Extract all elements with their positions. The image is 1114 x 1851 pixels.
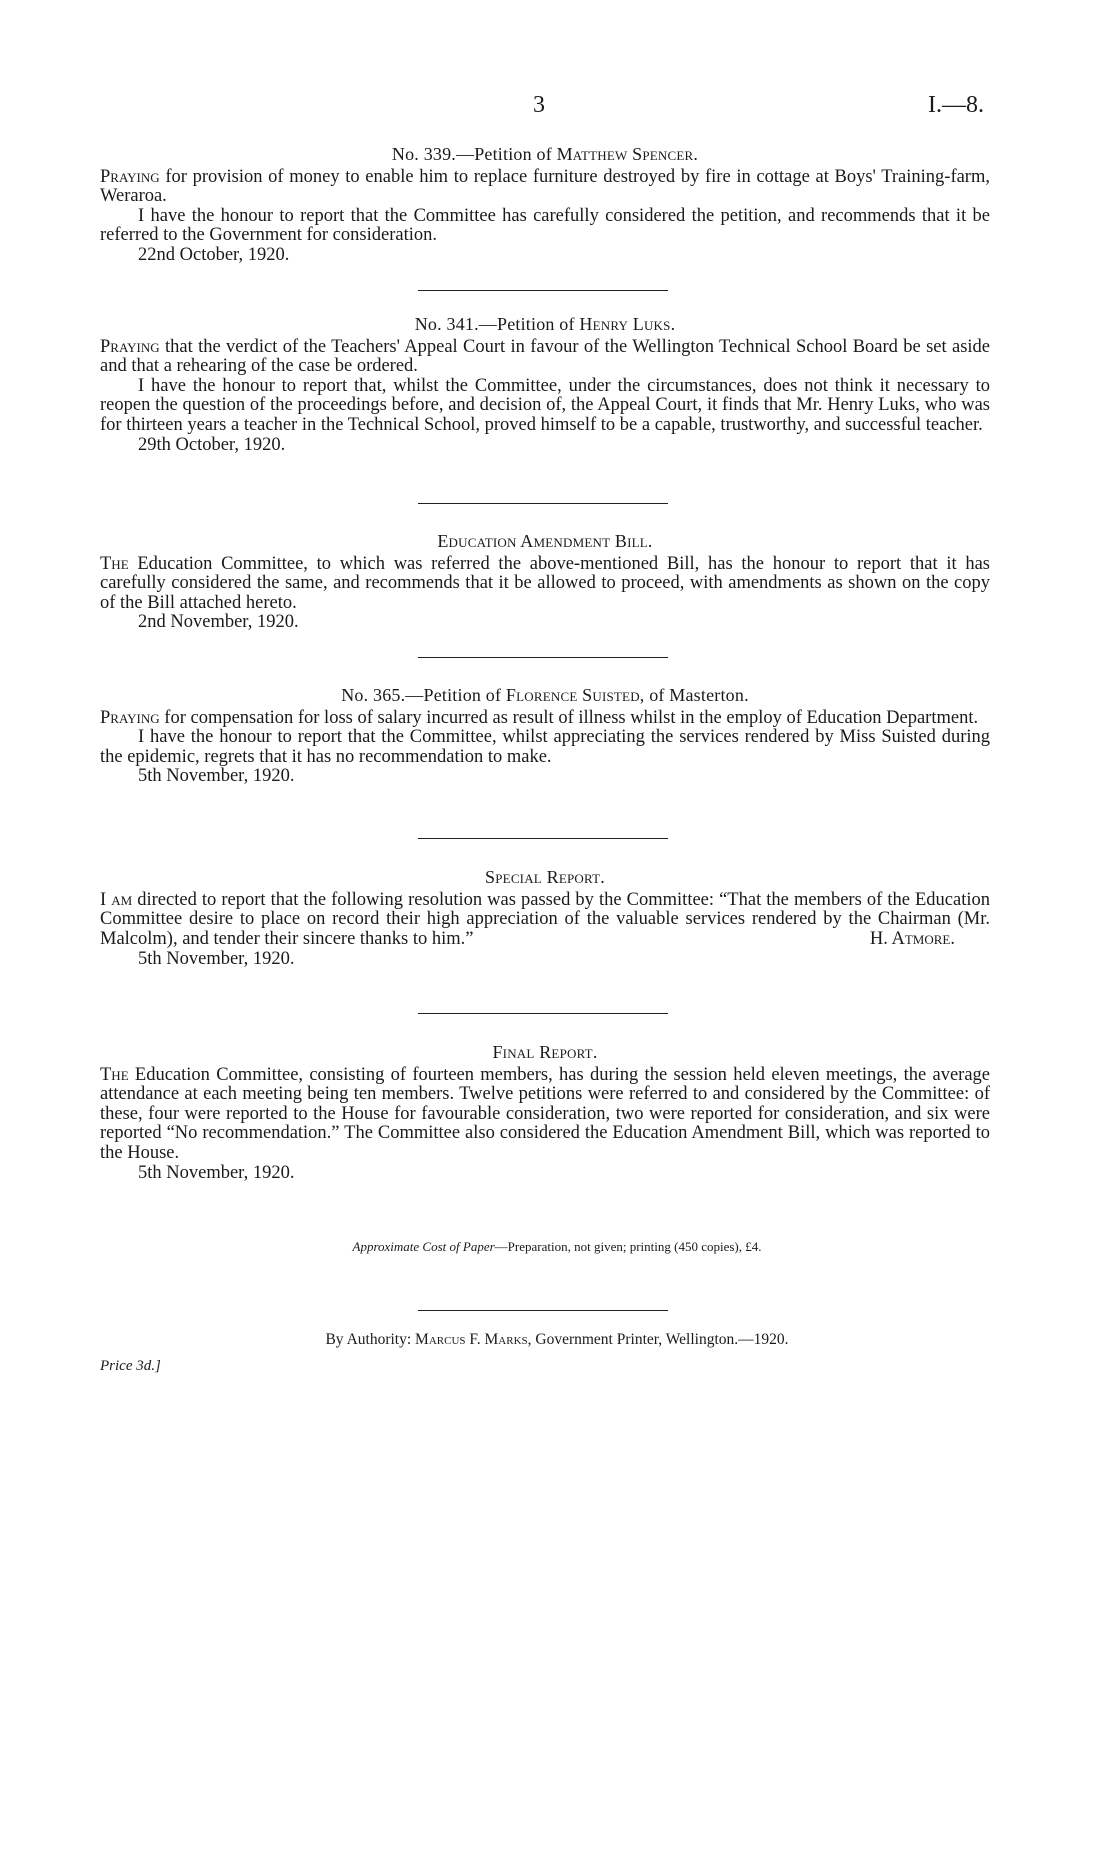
printer-authority: By Authority: Marcus F. Marks, Government Printer, Wellington.—1920. <box>325 1331 789 1348</box>
petition-341 <box>100 315 990 455</box>
section-heading: Final Report. <box>492 1042 598 1062</box>
paragraph: I have the honour to report that the Committee, whilst appreciating the services rendered by Miss Suisted during the epidemic, regrets that it has no recommendation to make. <box>100 727 990 767</box>
paragraph: The Education Committee, to which was referred the above-mentioned Bill, has the honour to report that it has carefully considered the same, and recommends that it be allowed to proceed, with amendments as shown on the copy of the Bill attached hereto. <box>100 553 990 613</box>
date: 5th November, 1920. <box>138 766 295 787</box>
special-report <box>100 868 990 970</box>
section-heading: Education Amendment Bill. <box>437 531 653 551</box>
final-report <box>100 1043 990 1183</box>
divider <box>418 838 668 839</box>
section-heading: No. 341.—Petition of Henry Luks. <box>414 314 676 334</box>
date: 29th October, 1920. <box>138 434 286 455</box>
section-heading: No. 365.—Petition of Florence Suisted, of Masterton. <box>341 685 749 705</box>
price: Price 3d.] <box>100 1358 161 1374</box>
document-code: I.—8. <box>928 92 984 118</box>
petition-365 <box>100 686 990 787</box>
paragraph: The Education Committee, consisting of fourteen members, has during the session held eleven meetings, the average attendance at each meeting being ten members. Twelve petitions were referred to and considered by the Committee: of these, four were reported to the House for favourable consideration, two were reported for consideration, and six were reported “No recommendation.” The Committee also considered the Education Amendment Bill, which was reported to the House. <box>100 1064 990 1163</box>
paragraph: I have the honour to report that the Committee has carefully considered the petition, and recommends that it be referred to the Government for consideration. <box>100 205 990 246</box>
date: 2nd November, 1920. <box>138 612 299 633</box>
divider <box>418 1013 668 1014</box>
page-number: 3 <box>533 92 545 118</box>
petitioner-name: Matthew Spencer. <box>556 144 699 164</box>
petitioner-name: Florence Suisted <box>505 685 640 705</box>
cost-note: Approximate Cost of Paper—Preparation, not given; printing (450 copies), £4. <box>352 1239 762 1254</box>
education-amendment-bill <box>100 532 990 633</box>
divider <box>418 503 668 504</box>
date: 22nd October, 1920. <box>138 244 290 265</box>
date: 5th November, 1920. <box>138 1162 295 1183</box>
petition-339 <box>100 145 990 266</box>
paragraph: Praying that the verdict of the Teachers' Appeal Court in favour of the Wellington Technical School Board be set aside and that a rehearing of the case be ordered. <box>100 336 990 377</box>
date: 5th November, 1920. <box>138 948 295 969</box>
paragraph: Praying for provision of money to enable him to replace furniture destroyed by fire in cottage at Boys' Training-farm, Weraroa. <box>100 166 990 207</box>
divider <box>418 657 668 658</box>
paragraph: I have the honour to report that, whilst the Committee, under the circumstances, does not think it necessary to reopen the question of the proceedings before, and decision of, the Appeal Court, it finds that Mr. Henry Luks, who was for thirteen years a teacher in the Technical School, proved himself to be a capable, trustworthy, and successful teacher. <box>100 375 990 435</box>
divider <box>418 290 668 291</box>
section-heading: No. 339.—Petition of Matthew Spencer. <box>391 144 699 164</box>
signature: H. Atmore. <box>869 929 955 950</box>
petitioner-name: Henry Luks. <box>579 314 676 334</box>
divider <box>418 1310 668 1311</box>
paragraph: Praying for compensation for loss of salary incurred as result of illness whilst in the employ of Education Department. <box>100 707 979 728</box>
section-heading: Special Report. <box>485 867 605 887</box>
paragraph: I am directed to report that the following resolution was passed by the Committee: “That the members of the Education Committee desire to place on record their high appreciation of the valuable services rendered by the Chairman (Mr. Malcolm), and tender their sincere thanks to him.” <box>100 889 990 949</box>
